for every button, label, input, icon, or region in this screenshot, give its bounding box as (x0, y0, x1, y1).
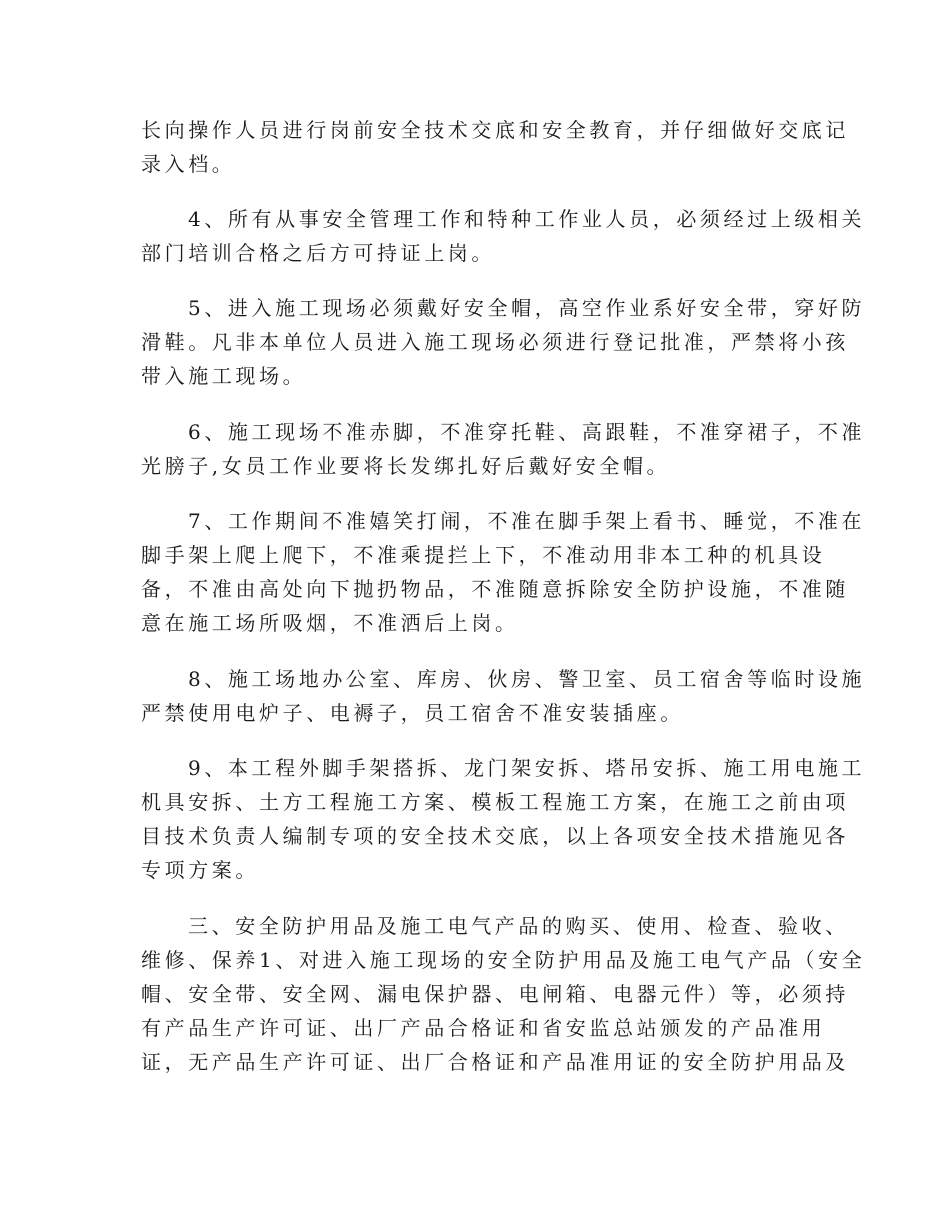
paragraph-line: 机具安拆、土方工程施工方案、模板工程施工方案，在施工之前由项 (141, 790, 849, 814)
paragraph-line: 录入档。 (141, 152, 236, 176)
paragraph-line: 严禁使用电炉子、电褥子，员工宿舍不准安装插座。 (141, 701, 684, 725)
paragraph-line: 目技术负责人编制专项的安全技术交底，以上各项安全技术措施见各 (141, 824, 849, 848)
paragraph-line: 备，不准由高处向下抛扔物品，不准随意拆除安全防护设施，不准随 (141, 577, 849, 601)
paragraph-line: 4、所有从事安全管理工作和特种工作业人员，必须经过上级相关 (188, 207, 866, 231)
paragraph-line: 滑鞋。凡非本单位人员进入施工现场必须进行登记批准，严禁将小孩 (141, 330, 849, 354)
paragraph-line: 意在施工场所吸烟，不准洒后上岗。 (141, 611, 519, 635)
paragraph-line: 脚手架上爬上爬下，不准乘提拦上下，不准动用非本工种的机具设 (141, 543, 826, 567)
paragraph-line: 证，无产品生产许可证、出厂合格证和产品准用证的安全防护用品及 (141, 1050, 849, 1074)
paragraph-line: 带入施工现场。 (141, 364, 307, 388)
paragraph-line: 帽、安全带、安全网、漏电保护器、电闸箱、电器元件）等，必须持 (141, 982, 849, 1006)
paragraph-line: 光膀子,女员工作业要将长发绑扎好后戴好安全帽。 (141, 454, 671, 478)
paragraph-line: 部门培训合格之后方可持证上岗。 (141, 241, 495, 265)
paragraph-line: 三、安全防护用品及施工电气产品的购买、使用、检查、验收、 (188, 914, 849, 938)
paragraph-line: 长向操作人员进行岗前安全技术交底和安全教育，并仔细做好交底记 (141, 118, 849, 142)
paragraph-line: 6、施工现场不准赤脚，不准穿托鞋、高跟鞋，不准穿裙子，不准 (188, 420, 866, 444)
paragraph-line: 专项方案。 (141, 858, 259, 882)
paragraph-line: 5、进入施工现场必须戴好安全帽，高空作业系好安全带，穿好防 (188, 296, 866, 320)
paragraph-line: 维修、保养1、对进入施工现场的安全防护用品及施工电气产品（安全 (141, 948, 866, 972)
paragraph-line: 有产品生产许可证、出厂产品合格证和省安监总站颁发的产品准用 (141, 1016, 826, 1040)
paragraph-line: 9、本工程外脚手架搭拆、龙门架安拆、塔吊安拆、施工用电施工 (188, 756, 866, 780)
paragraph-line: 7、工作期间不准嬉笑打闹，不准在脚手架上看书、睡觉，不准在 (188, 509, 866, 533)
paragraph-line: 8、施工场地办公室、库房、伙房、警卫室、员工宿舍等临时设施 (188, 667, 866, 691)
